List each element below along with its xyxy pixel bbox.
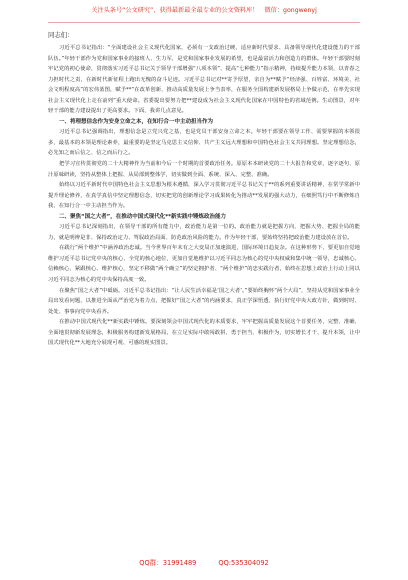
body-paragraph: 习近平总书记指出：“全面建设社会主义现代化国家，必须有一支政治过硬、适应新时代要求、具备领导现代化建设能力的干部队伍。”年轻干部作为党和国家事业的接班人、生力军，是党和国家事业发展的希望，也是最富活力和创造力的群体。年轻干部要时刻牢记党的初心使命，贯彻落实习近平总书记关于领导干部增强“八项本领”、提高“七种能力”指示精神，持续提升能力本领，以青春之力担时代之责，在新时代新征程上跑出无愧的奋斗足迹。习近平总书记对**寄予厚望，亲自为**赋予“经济强、百姓富、环境美、社会文明程度高”的宏伟蓝图，赋予**“在改革创新、推动高质量发展上争当表率，在服务全国构建新发展格局上争做示范，在率先实现社会主义现代化上走在前列”重大使命。省委提出要努力把**建设成为社会主义现代化国家在中国特色的省域范例。生动图景，对年轻干部的能力建设提出了更高要求。下面，我讲几点意见。 <box>48 45 360 115</box>
section-heading: 一、将理想信念作为安身立命之本，在知行合一中主动担当作为 <box>59 118 214 125</box>
footer <box>0 558 408 568</box>
body-paragraph: 把学习宣传贯彻党的二十大精神作为当前和今后一个时期的首要政治任务。原原本本研读党的二十大报告和党章，逐字逐句、原汁原味研读，坚持从整体上把握、从局部到整体学，切实做到全面、系统、深入、完整、准确。 <box>48 161 360 178</box>
footer-qq-number: QQ:535304092 <box>218 559 269 567</box>
paragraph-list <box>48 43 360 349</box>
banner-text: 关注头条号“公文研究”，获得最新最全最专业的公文资料库！ <box>91 7 259 14</box>
banner-divider <box>48 22 360 23</box>
body-paragraph: 习近平总书记强调指出，理想信念是立党兴党之基，也是党员干部安身立命之本。年轻干部要在领导工作、需要掌握的本领很多，最基本的本领是理论素养，最重要的是坚定马克思主义信仰、共产主义远大理想和中国特色社会主义共同理想。坚定理想信念，必先知之而后信之、信之而后行之。 <box>48 129 360 157</box>
body-paragraph: 在推动中国式现代化**新实践中锤炼。要深刻领会中国式现代化的本质要求，牢牢把握高质量发展这个首要任务，完整、准确、全面地贯彻新发展理念，积极服务构建新发展格局，在立足实际中敢闯敢拼、勇于担当、积极作为，切实增长才干、提升本领，让中国式现代化**大地充分展现可观、可感的现实图景。 <box>48 319 360 347</box>
body-paragraph: 始终以习近平新时代中国特色社会主义思想为根本遵循，深入学习贯彻习近平总书记关于**的系列重要讲话精神，在常学常新中提升理论修养，在真学真信中坚定理想信念，切实把党的创新理论学习成果转化为推动**发展的强大动力，在细照笃行中不断修炼自我，在知行合一中主动担当作为。 <box>48 182 360 210</box>
section-heading: 二、聚焦“国之大者”，在推动中国式现代化**新实践中锤炼政治能力 <box>59 213 226 220</box>
body-paragraph: 在践行“两个维护”中涵养政治忠诚。当今世界百年未有之大变局正加速演进，国际环境日趋复杂。在这种形势下，要更加自觉地维护习近平总书记党中央的核心、全党的核心地位，更加自觉地维护以习近平同志为核心的党中央权威和集中统一领导，忠诚核心、信赖核心、紧跟核心、维护核心，坚定不移做“两个确立”的坚定拥护者、“两个维护”的忠实践行者，始终在思想上政治上行动上同以习近平同志为核心的党中央保持高度一致。 <box>48 245 360 284</box>
body-paragraph: 在聚焦“国之大者”中砥砺。习近平总书记指出：“让人民生活幸福是‘国之大者’。”要始终胸怀“两个大局”，坚持从党和国家事业全局出发看问题，以推进全面从严治党为着力点，把握好“国之大者”的内涵要求，真正学深悟透、执行好党中央大政方针，做到时时、处处、事事向党中央看齐。 <box>48 287 360 315</box>
footer-qq-group: QQ群：31991489 <box>139 559 197 567</box>
salutation: 同志们： <box>48 31 74 39</box>
top-banner <box>0 6 408 16</box>
document-body <box>48 30 360 349</box>
body-paragraph: 习近平总书记深刻指出，在领导干部的所有能力中，政治能力是第一位的。政治能力就是把握方向、把握大势、把握全局的能力，就是明辨是非、保持政治定力、驾驭政治局面、防范政治风险的能力。作为年轻干部，要始终坚持把政治能力建设放在首位。 <box>48 224 360 241</box>
banner-wechat: 微信：gongwenyj <box>264 7 317 14</box>
